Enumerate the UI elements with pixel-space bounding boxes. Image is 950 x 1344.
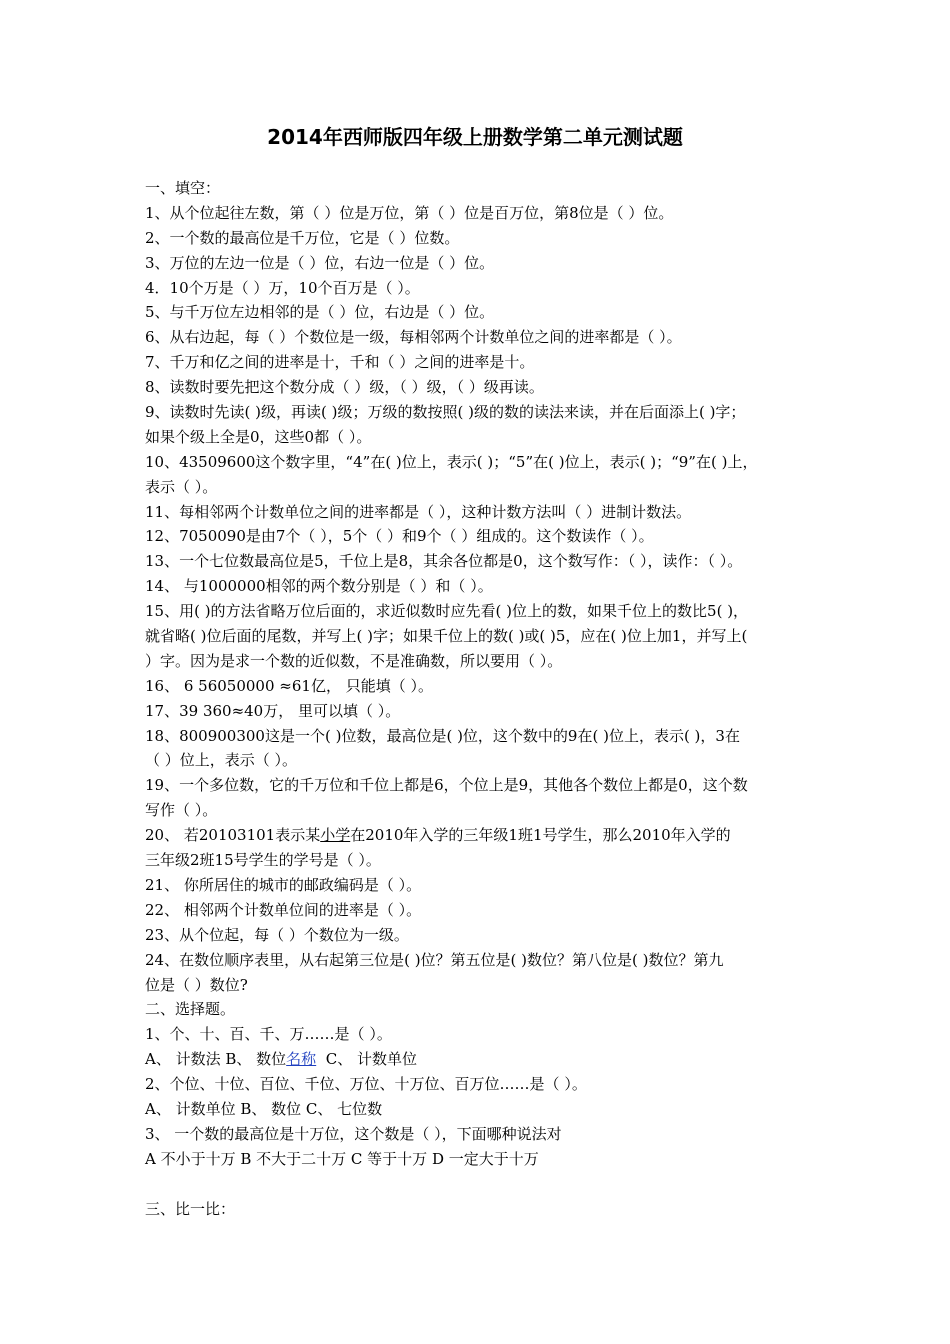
section-heading-compare: 三、比一比： xyxy=(145,1199,236,1218)
choice-question-3: 3、 一个数的最高位是十万位，这个数是（ ），下面哪种说法对 xyxy=(145,1124,562,1143)
section-heading-fill-blank: 一、填空： xyxy=(145,179,221,197)
name-link[interactable]: 名称 xyxy=(286,1050,317,1069)
question-line: 15、用( )的方法省略万位后面的，求近似数时应先看( )位上的数，如果千位上的数比5( )， xyxy=(145,602,749,621)
question-line: 24、在数位顺序表里，从右起第三位是( )位？第五位是( )数位？第八位是( )数位？第九 xyxy=(145,950,724,969)
question-line: 位是（ ）数位? xyxy=(145,975,248,994)
question-line: 6、从右边起，每（ ）个数位是一级，每相邻两个计数单位之间的进率都是（ ）。 xyxy=(145,328,682,347)
question-line: 4．10个万是（ ）万，10个百万是（ ）。 xyxy=(145,278,420,297)
question-line: 11、每相邻两个计数单位之间的进率都是（ ），这种计数方法叫（ ）进制计数法。 xyxy=(145,502,692,521)
question-line: 18、800900300这是一个( )位数，最高位是( )位，这个数中的9在( )位上，表示( )，3在 xyxy=(145,726,740,745)
blank-line xyxy=(145,1172,815,1197)
question-line: 5、与千万位左边相邻的是（ ）位，右边是（ ）位。 xyxy=(145,303,495,322)
question-line: 23、从个位起，每（ ）个数位为一级。 xyxy=(145,925,409,944)
question-line: 如果个级上全是0，这些0都（ ）。 xyxy=(145,427,372,446)
question-line: 三年级2班15号学生的学号是（ ）。 xyxy=(145,851,381,870)
question-line-20 xyxy=(145,823,815,848)
choice-options-1-text-a: A、 计数法 B、 数位 xyxy=(145,1050,287,1069)
question-line: 13、一个七位数最高位是5，千位上是8，其余各位都是0，这个数写作：（ ），读作：（ ）。 xyxy=(145,552,743,571)
choice-question-1: 1、个、十、百、千、万……是（ ）。 xyxy=(145,1025,392,1044)
choice-options-1-text-c: C、 计数单位 xyxy=(316,1050,417,1069)
question-line: 12、7050090是由7个（ ），5个（ ）和9个（ ）组成的。这个数读作（ ）。 xyxy=(145,527,654,546)
question-line: 7、千万和亿之间的进率是十，千和（ ）之间的进率是十。 xyxy=(145,353,535,372)
choice-options-2: A、 计数单位 B、 数位 C、 七位数 xyxy=(145,1099,383,1118)
question-line: 就省略( )位后面的尾数，并写上( )字；如果千位上的数( )或( )5，应在( )位上加1，并写上( xyxy=(145,627,748,646)
question-line: 2、一个数的最高位是千万位，它是（ ）位数。 xyxy=(145,228,460,247)
choice-options-3: A 不小于十万 B 不大于二十万 C 等于十万 D 一定大于十万 xyxy=(145,1149,539,1168)
question-line: 21、 你所居住的城市的邮政编码是（ ）。 xyxy=(145,875,422,894)
question-line: ）字。因为是求一个数的近似数，不是准确数，所以要用（ ）。 xyxy=(145,651,563,670)
choice-options-1 xyxy=(145,1047,815,1072)
question-line: 1、从个位起往左数，第（ ）位是万位，第（ ）位是百万位，第8位是（ ）位。 xyxy=(145,203,674,222)
question-line: 写作（ ）。 xyxy=(145,801,218,820)
question-line: 10、43509600这个数字里，“4”在( )位上，表示( )；“5”在( )位上，表示( )；“9”在( )上， xyxy=(145,452,758,471)
question-line: 16、 6 56050000 ≈61亿， 只能填（ ）。 xyxy=(145,676,433,695)
question-line: 3、万位的左边一位是（ ）位，右边一位是（ ）位。 xyxy=(145,253,495,272)
question-line: 9、读数时先读( )级，再读( )级；万级的数按照( )级的数的读法来读，并在后面添上( )字； xyxy=(145,403,746,422)
choice-question-2: 2、个位、十位、百位、千位、万位、十万位、百万位……是（ ）。 xyxy=(145,1075,587,1094)
question-20-underlined-word: 小学 xyxy=(320,826,351,845)
document-title: 2014年西师版四年级上册数学第二单元测试题 xyxy=(267,125,683,149)
question-line: 14、 与1000000相邻的两个数分别是（ ）和（ ）。 xyxy=(145,577,493,596)
question-line: 19、一个多位数，它的千万位和千位上都是6，个位上是9，其他各个数位上都是0，这个数 xyxy=(145,776,748,795)
question-line: 17、39 360≈40万， 里可以填（ ）。 xyxy=(145,701,401,720)
question-line: 22、 相邻两个计数单位间的进率是（ ）。 xyxy=(145,900,422,919)
question-20-text-b: 在2010年入学的三年级1班1号学生，那么2010年入学的 xyxy=(350,826,731,845)
question-20-text-a: 20、 若20103101表示某 xyxy=(145,826,321,845)
question-line: 8、读数时要先把这个数分成（ ）级，（ ）级，（ ）级再读。 xyxy=(145,378,544,397)
section-heading-choice: 二、选择题。 xyxy=(145,1000,236,1019)
question-line: 表示（ ）。 xyxy=(145,477,218,496)
document-body xyxy=(145,176,815,1221)
question-line: （ ）位上，表示（ ）。 xyxy=(145,751,298,770)
